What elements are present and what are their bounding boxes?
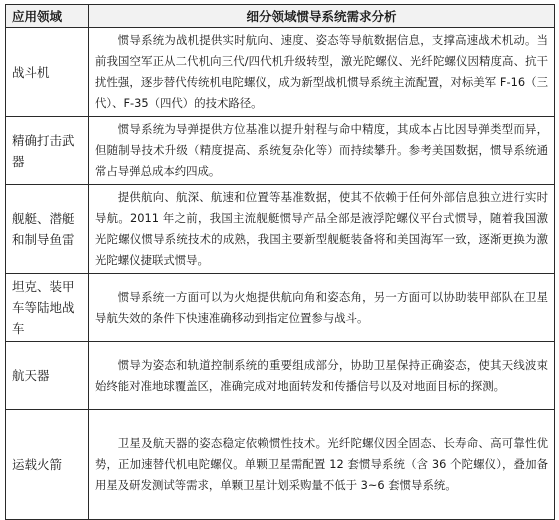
field-cell: 运载火箭 (6, 410, 89, 520)
analysis-cell: 惯导系统为战机提供实时航向、速度、姿态等导航数据信息，支撑高速战术机动。当前我国空军正从二代机向三代/四代机升级转型，激光陀螺仪、光纤陀螺仪因精度高、抗干扰性强，逐步替代传统机电陀螺仪，成为新型战机惯导系统主流配置，对标美军 F-16（三代）、F-35（四代）的技术路径。 (89, 28, 555, 117)
column-header-analysis: 细分领域惯导系统需求分析 (89, 5, 555, 28)
table-row (6, 28, 555, 117)
analysis-cell: 惯导为姿态和轨道控制系统的重要组成部分，协助卫星保持正确姿态，使其天线波束始终能对准地球覆盖区，准确完成对地面转发和传播信号以及对地面目标的探测。 (89, 342, 555, 410)
demand-analysis-table (5, 4, 555, 520)
table-header-row (6, 5, 555, 28)
analysis-cell: 惯导系统一方面可以为火炮提供航向角和姿态角，另一方面可以协助装甲部队在卫星导航失效的条件下快速准确移动到指定位置参与战斗。 (89, 274, 555, 342)
field-cell: 精确打击武器 (6, 117, 89, 185)
table-row (6, 274, 555, 342)
field-cell: 航天器 (6, 342, 89, 410)
field-cell: 舰艇、潜艇和制导鱼雷 (6, 185, 89, 274)
analysis-cell: 提供航向、航深、航速和位置等基准数据，使其不依赖于任何外部信息独立进行实时导航。2011 年之前，我国主流舰艇惯导产品全部是液浮陀螺仪平台式惯导，随着我国激光陀螺仪惯导系统技术的成熟，我国主要新型舰艇装备将和美国海军一致，逐渐更换为激光陀螺仪捷联式惯导。 (89, 185, 555, 274)
table-row (6, 410, 555, 520)
field-cell: 战斗机 (6, 28, 89, 117)
analysis-cell: 惯导系统为导弹提供方位基准以提升射程与命中精度，其成本占比因导弹类型而异，但随制导技术升级（精度提高、系统复杂化等）而持续攀升。参考美国数据，惯导系统通常占导弹总成本约四成。 (89, 117, 555, 185)
table-row (6, 117, 555, 185)
table-row (6, 342, 555, 410)
table-row (6, 185, 555, 274)
column-header-field: 应用领域 (6, 5, 89, 28)
analysis-cell: 卫星及航天器的姿态稳定依赖惯性技术。光纤陀螺仪因全固态、长寿命、高可靠性优势，正加速替代机电陀螺仪。单颗卫星需配置 12 套惯导系统（含 36 个陀螺仪），叠加备用星及研发测试等需求，单颗卫星计划采购量不低于 3~6 套惯导系统。 (89, 410, 555, 520)
field-cell: 坦克、装甲车等陆地战车 (6, 274, 89, 342)
